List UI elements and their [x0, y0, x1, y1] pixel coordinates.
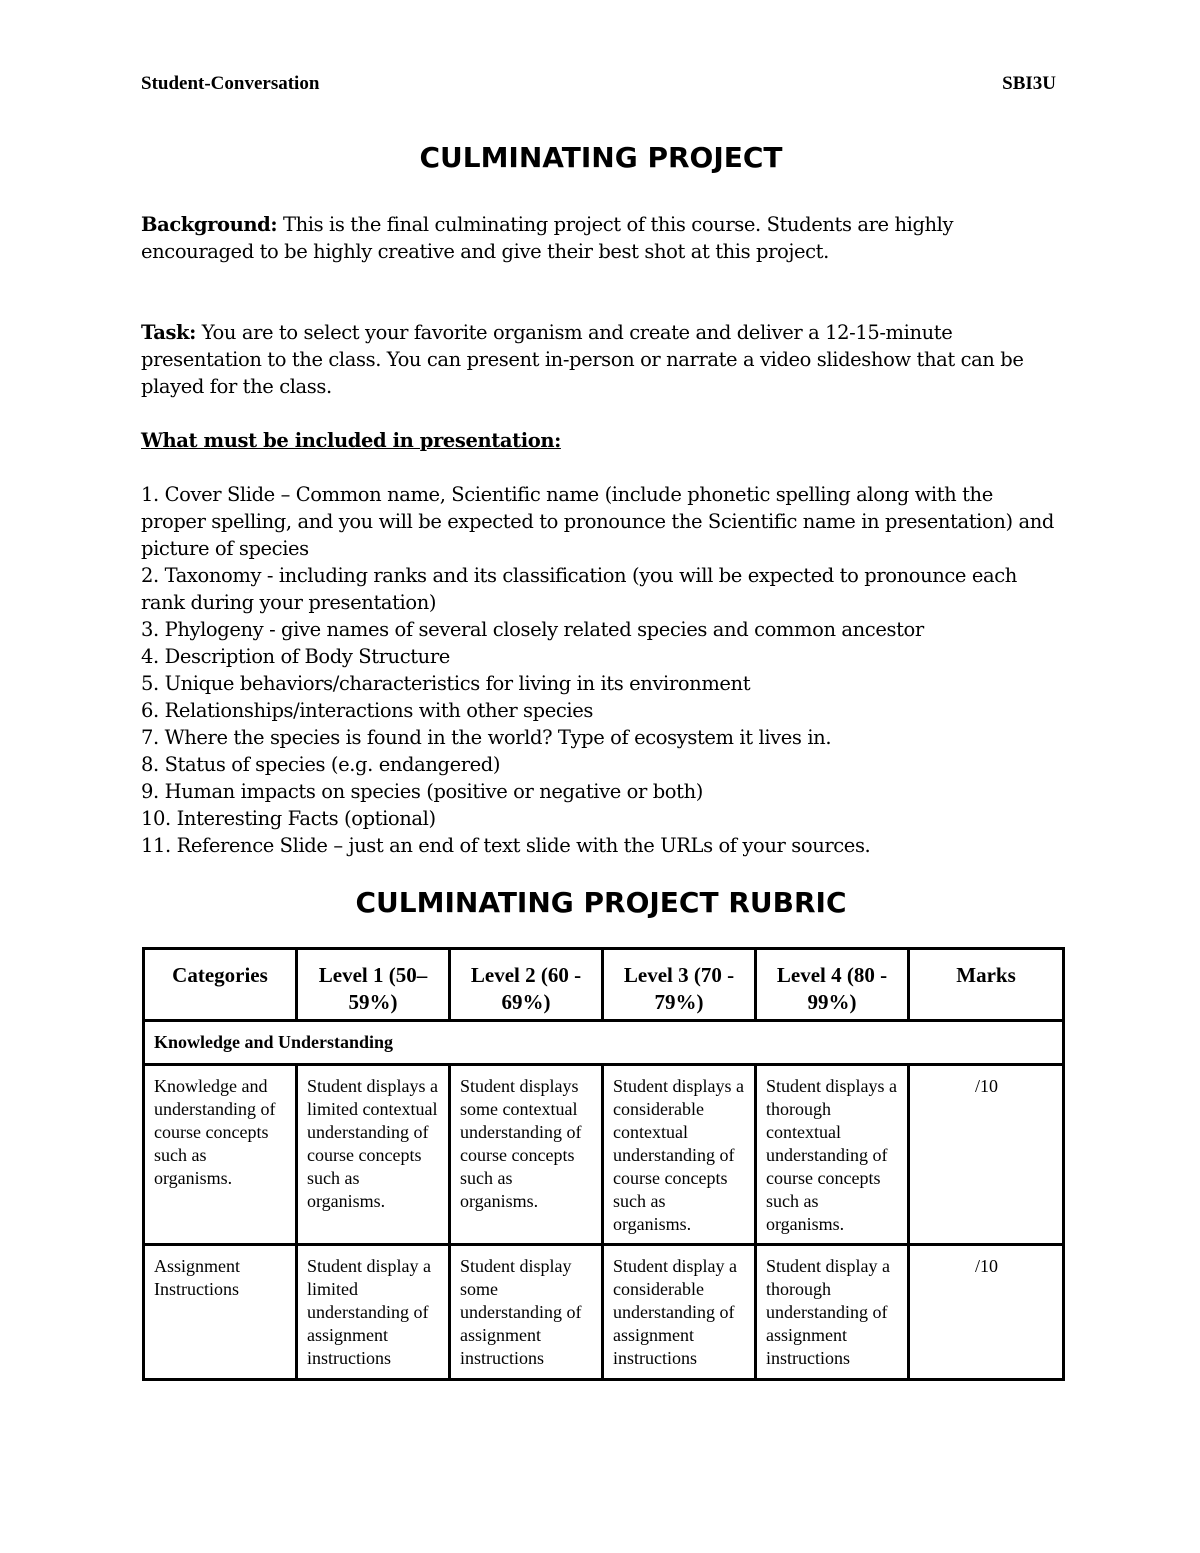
header-level-4: Level 4 (80 - 99%): [756, 949, 909, 1021]
list-item: 3. Phylogeny - give names of several closely related species and common ancestor: [141, 618, 924, 641]
level-4-cell: Student displays a thorough contextual understanding of course concepts such as organisms.: [756, 1065, 909, 1245]
header-categories: Categories: [144, 949, 297, 1021]
level-1-cell: Student display a limited understanding of assignment instructions: [297, 1245, 450, 1380]
level-3-cell: Student display a considerable understanding of assignment instructions: [603, 1245, 756, 1380]
list-item: 1. Cover Slide – Common name, Scientific name (include phonetic spelling along with the proper spelling, and you will be expected to pronounce the Scientific name in presentation) and picture of species: [141, 483, 1054, 560]
task-label: Task:: [141, 321, 196, 344]
list-item: 5. Unique behaviors/characteristics for living in its environment: [141, 672, 751, 695]
header-level-1: Level 1 (50–59%): [297, 949, 450, 1021]
level-2-cell: Student display some understanding of assignment instructions: [450, 1245, 603, 1380]
page-title: CULMINATING PROJECT: [419, 141, 783, 174]
level-3-cell: Student displays a considerable contextual understanding of course concepts such as organisms.: [603, 1065, 756, 1245]
marks-cell: /10: [909, 1245, 1064, 1380]
section-label: Knowledge and Understanding: [144, 1021, 1064, 1065]
list-item: 8. Status of species (e.g. endangered): [141, 753, 501, 776]
task-paragraph: [141, 319, 1061, 400]
background-text: This is the final culminating project of this course. Students are highly encouraged to be highly creative and give their best shot at this project.: [141, 213, 954, 263]
marks-cell: /10: [909, 1065, 1064, 1245]
header-right: SBI3U: [1002, 73, 1056, 94]
header-marks: Marks: [909, 949, 1064, 1021]
list-item: 6. Relationships/interactions with other species: [141, 699, 593, 722]
table-row: [144, 1245, 1064, 1380]
category-cell: Assignment Instructions: [144, 1245, 297, 1380]
table-row: [144, 1065, 1064, 1245]
task-text: You are to select your favorite organism and create and deliver a 12-15-minute presentation to the class. You can present in-person or narrate a video slideshow that can be played for the class.: [141, 321, 1024, 398]
level-4-cell: Student display a thorough understanding of assignment instructions: [756, 1245, 909, 1380]
requirements-list: [141, 481, 1061, 859]
background-label: Background:: [141, 213, 278, 236]
category-cell: Knowledge and understanding of course concepts such as organisms.: [144, 1065, 297, 1245]
level-2-cell: Student displays some contextual understanding of course concepts such as organisms.: [450, 1065, 603, 1245]
table-header-row: [144, 949, 1064, 1021]
header-left: Student-Conversation: [141, 73, 320, 94]
list-item: 4. Description of Body Structure: [141, 645, 450, 668]
list-item: 10. Interesting Facts (optional): [141, 807, 436, 830]
header-level-2: Level 2 (60 - 69%): [450, 949, 603, 1021]
background-paragraph: [141, 211, 1061, 265]
header-level-3: Level 3 (70 - 79%): [603, 949, 756, 1021]
list-item: 2. Taxonomy - including ranks and its classification (you will be expected to pronounce each rank during your presentation): [141, 564, 1017, 614]
level-1-cell: Student displays a limited contextual understanding of course concepts such as organisms.: [297, 1065, 450, 1245]
list-item: 7. Where the species is found in the world? Type of ecosystem it lives in.: [141, 726, 832, 749]
list-item: 9. Human impacts on species (positive or negative or both): [141, 780, 703, 803]
rubric-title: CULMINATING PROJECT RUBRIC: [355, 886, 847, 919]
page-header: [141, 73, 1056, 95]
list-item: 11. Reference Slide – just an end of text slide with the URLs of your sources.: [141, 834, 871, 857]
section-row: [144, 1021, 1064, 1065]
rubric-table: [142, 947, 1065, 1381]
requirements-heading: What must be included in presentation:: [141, 429, 561, 452]
